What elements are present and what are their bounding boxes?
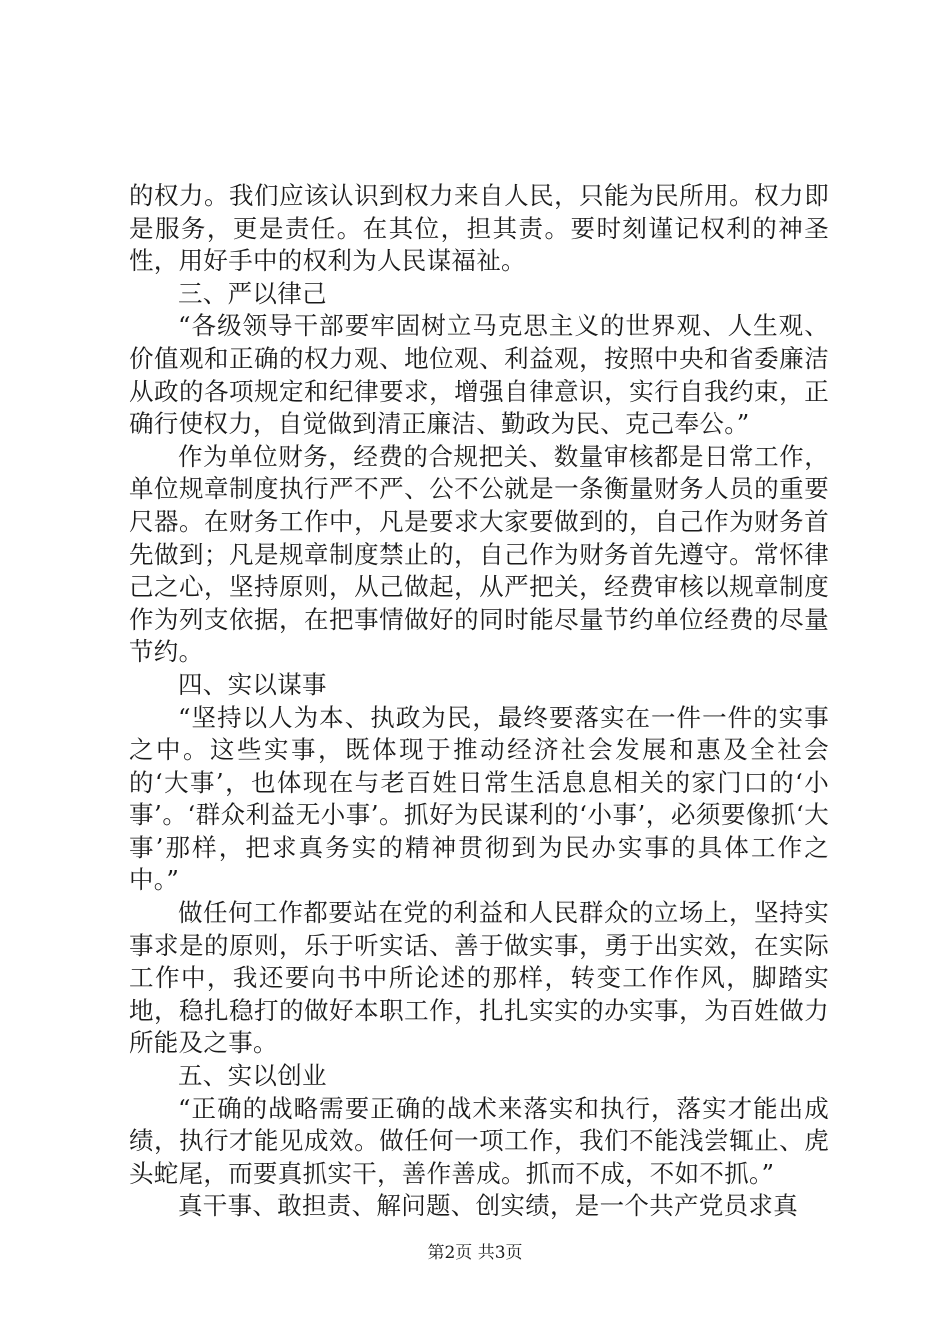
body-paragraph: 做任何工作都要站在党的利益和人民群众的立场上，坚持实事求是的原则，乐于听实话、善于做实事，勇于出实效，在实际工作中，我还要向书中所论述的那样，转变工作作风，脚踏实地，稳扎稳打的做好本职工作，扎扎实实的办实事，为百姓做力所能及之事。 <box>129 898 829 1058</box>
quote-paragraph: “正确的战略需要正确的战术来落实和执行，落实才能出成绩，执行才能见成效。做任何一项工作，我们不能浅尝辄止、虎头蛇尾，而要真抓实干，善作善成。抓而不成，不如不抓。” <box>129 1093 829 1188</box>
body-paragraph: 真干事、敢担责、解问题、创实绩，是一个共产党员求真 <box>178 1191 798 1221</box>
section-heading: 三、严以律己 <box>178 278 327 308</box>
section-heading: 五、实以创业 <box>178 1061 327 1091</box>
paragraph-continuation: 的权力。我们应该认识到权力来自人民，只能为民所用。权力即是服务，更是责任。在其位，担其责。要时刻谨记权利的神圣性，用好手中的权利为人民谋福祉。 <box>129 181 829 276</box>
quote-paragraph: “坚持以人为本、执政为民，最终要落实在一件一件的实事之中。这些实事，既体现于推动经济社会发展和惠及全社会的‘大事’，也体现在与老百姓日常生活息息相关的家门口的‘小事’。‘群众利益无小事’。抓好为民谋利的‘小事’，必须要像抓‘大事’那样，把求真务实的精神贯彻到为民办实事的具体工作之中。” <box>129 702 829 895</box>
section-heading: 四、实以谋事 <box>178 669 327 699</box>
quote-paragraph: “各级领导干部要牢固树立马克思主义的世界观、人生观、价值观和正确的权力观、地位观、利益观，按照中央和省委廉洁从政的各项规定和纪律要求，增强自律意识，实行自我约束，正确行使权力，自觉做到清正廉洁、勤政为民、克己奉公。” <box>129 311 829 439</box>
page-number-footer: 第2页 共3页 <box>427 1243 523 1263</box>
body-paragraph: 作为单位财务，经费的合规把关、数量审核都是日常工作，单位规章制度执行严不严、公不公就是一条衡量财务人员的重要尺器。在财务工作中，凡是要求大家要做到的，自己作为财务首先做到；凡是规章制度禁止的，自己作为财务首先遵守。常怀律己之心，坚持原则，从己做起，从严把关，经费审核以规章制度作为列支依据，在把事情做好的同时能尽量节约单位经费的尽量节约。 <box>129 441 829 667</box>
document-body <box>129 180 829 1223</box>
